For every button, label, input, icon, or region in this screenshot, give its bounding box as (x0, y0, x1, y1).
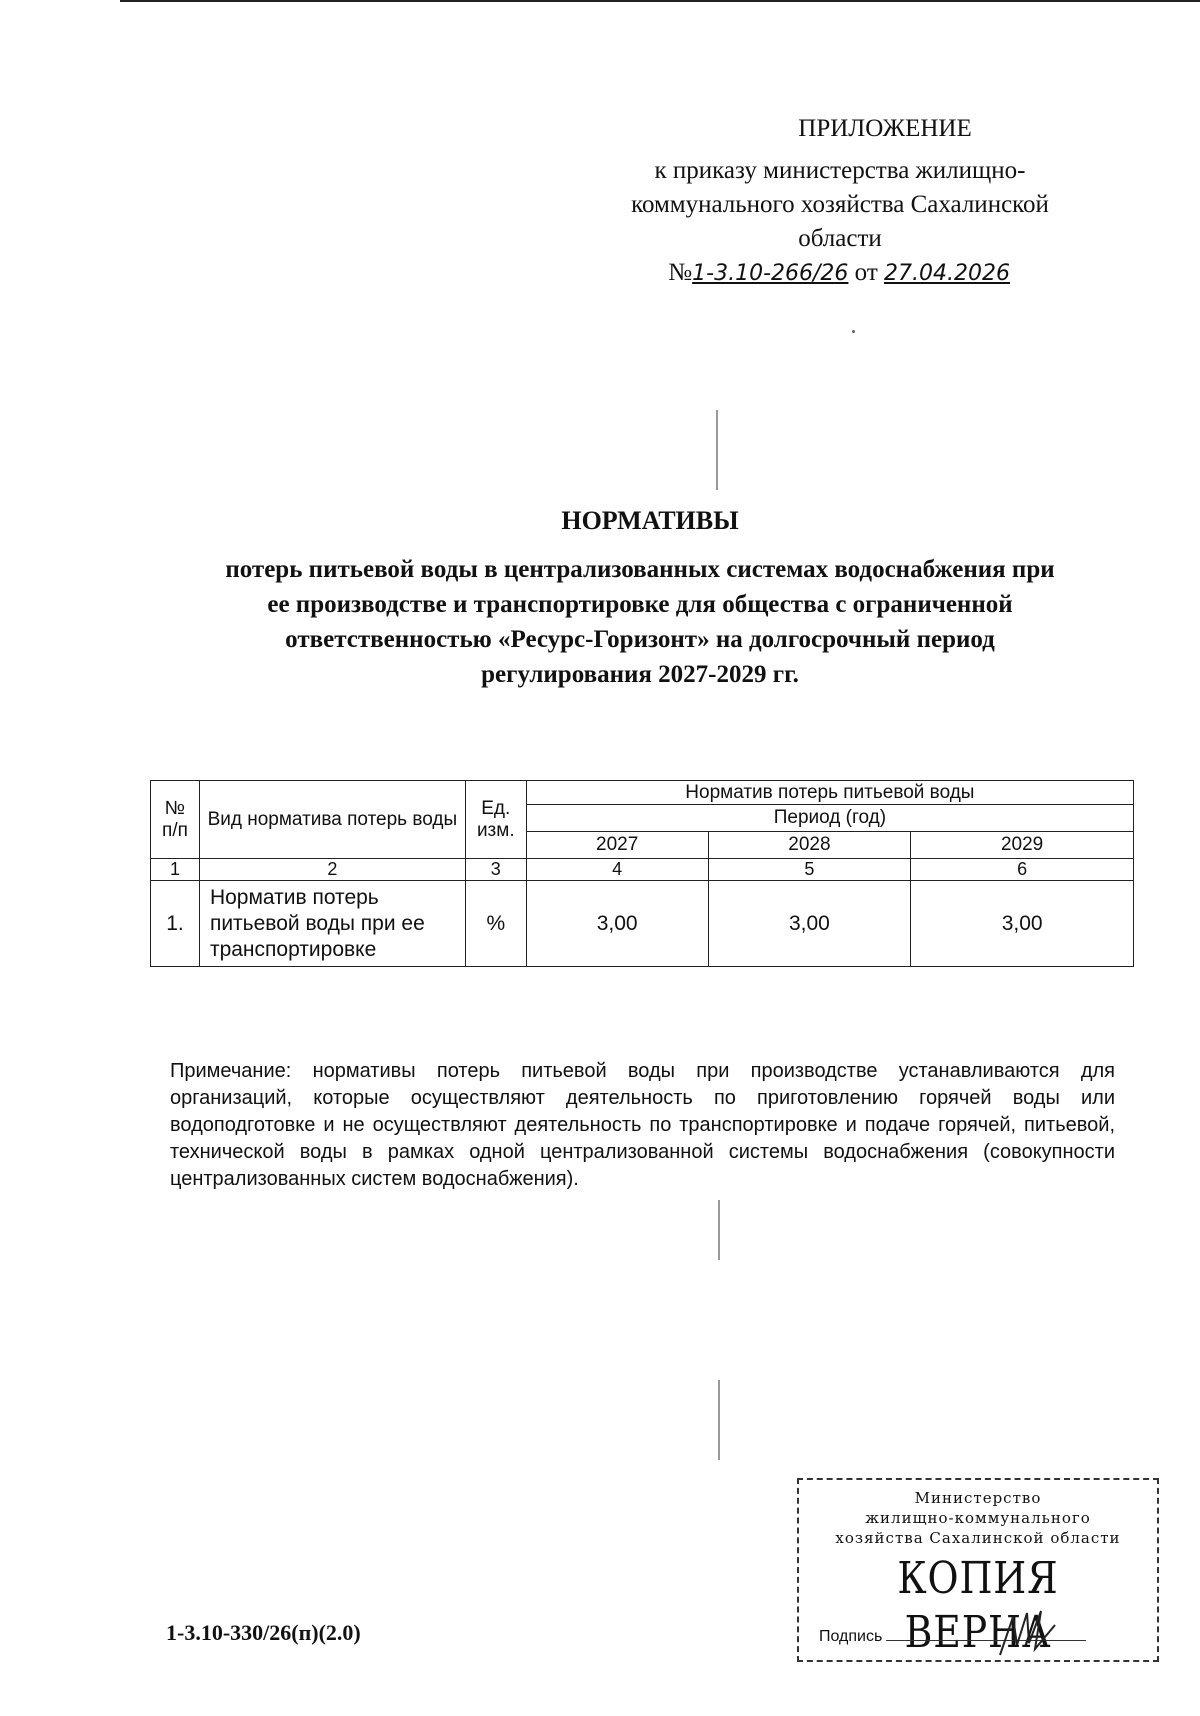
title-block (150, 503, 1130, 692)
stamp-main-text: КОПИЯ ВЕРНА (897, 1553, 1059, 1658)
header-period: Период (год) (526, 805, 1133, 832)
appendix-line-2: коммунального хозяйства Сахалинской (631, 191, 1049, 218)
norms-table (150, 780, 1134, 967)
appendix-reference (570, 256, 1110, 291)
index-row (151, 859, 1134, 881)
index-cell: 2 (199, 859, 465, 881)
header-num: № п/п (151, 781, 200, 859)
stamp-sign-label: Подпись (819, 1628, 883, 1645)
header-year-2027: 2027 (526, 832, 708, 859)
scan-fold-mark (718, 1380, 720, 1460)
scan-speck (852, 330, 855, 333)
subtitle-line-4: регулирования 2027-2029 гг. (481, 661, 799, 688)
header-type: Вид норматива потерь воды (199, 781, 465, 859)
subtitle-line-1: потерь питьевой воды в централизованных системах водоснабжения при (225, 556, 1055, 583)
appendix-line-3: области (798, 225, 882, 252)
number-prefix: № (668, 259, 693, 286)
row-value-2027: 3,00 (526, 881, 708, 967)
scan-fold-mark (716, 410, 718, 490)
appendix-title: ПРИЛОЖЕНИЕ (798, 115, 972, 142)
table-row (151, 881, 1134, 967)
stamp-line-3: хозяйства Сахалинской области (835, 1529, 1121, 1547)
handwritten-signature (995, 1605, 1065, 1665)
date-prefix: от (854, 259, 878, 286)
order-number: 1-3.10-266/26 (692, 261, 849, 286)
subtitle-line-3: ответственностью «Ресурс-Горизонт» на долгосрочный период (285, 626, 995, 653)
header-year-2028: 2028 (708, 832, 911, 859)
row-unit: % (465, 881, 526, 967)
row-value-2028: 3,00 (708, 881, 911, 967)
top-border-line (120, 0, 1200, 2)
document-code: 1-3.10-330/26(п)(2.0) (166, 1620, 361, 1645)
header-year-2029: 2029 (911, 832, 1134, 859)
index-cell: 4 (526, 859, 708, 881)
scan-fold-mark (718, 1200, 720, 1260)
index-cell: 6 (911, 859, 1134, 881)
row-type: Норматив потерь питьевой воды при ее транспортировке (199, 881, 465, 967)
index-cell: 3 (465, 859, 526, 881)
header-group: Норматив потерь питьевой воды (526, 781, 1133, 805)
stamp-line-2: жилищно-коммунального (865, 1509, 1091, 1527)
appendix-block (570, 112, 1110, 291)
order-date: 27.04.2026 (884, 261, 1010, 286)
subtitle-line-2: ее производстве и транспортировке для общества с ограниченной (267, 591, 1013, 618)
appendix-line-1: к приказу министерства жилищно- (654, 157, 1026, 184)
row-num: 1. (151, 881, 200, 967)
stamp-line-1: Министерство (914, 1489, 1042, 1507)
header-unit: Ед. изм. (465, 781, 526, 859)
index-cell: 5 (708, 859, 911, 881)
note-paragraph: Примечание: нормативы потерь питьевой воды при производстве устанавливаются для организаций, которые осуществляют деятельность по приготовлению горячей воды или водоподготовке и не осуществляют деятельность по транспортировке и подаче горячей, питьевой, технической воды в рамках одной централизованной системы водоснабжения (совокупности централизованных систем водоснабжения). (170, 1060, 1115, 1190)
row-value-2029: 3,00 (911, 881, 1134, 967)
certified-copy-stamp (797, 1478, 1159, 1662)
document-title: НОРМАТИВЫ (561, 506, 739, 535)
index-cell: 1 (151, 859, 200, 881)
